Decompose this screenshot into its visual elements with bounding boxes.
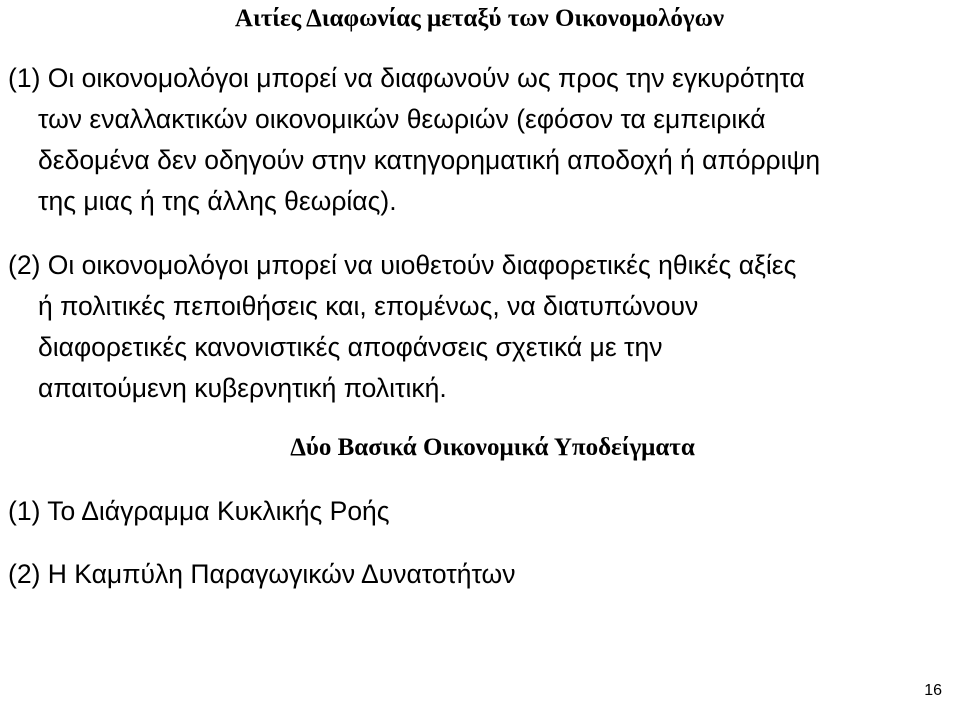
reason-1-line-3: δεδομένα δεν οδηγούν στην κατηγορηματική αποδοχή ή απόρριψη <box>38 145 821 175</box>
reason-2-line-3: διαφορετικές κανονιστικές αποφάνσεις σχετικά με την <box>38 332 663 362</box>
reason-2-line-4: απαιτούμενη κυβερνητική πολιτική. <box>38 373 447 403</box>
reason-2-number: (2) <box>8 250 41 280</box>
reason-1-number: (1) <box>8 63 41 93</box>
page-title: Αιτίες Διαφωνίας μεταξύ των Οικονομολόγων <box>234 5 725 32</box>
reason-1-line-2: των εναλλακτικών οικονομικών θεωριών (εφόσον τα εμπειρικά <box>38 104 766 134</box>
models-title: Δύο Βασικά Οικονομικά Υποδείγματα <box>290 434 695 461</box>
model-1-text: Το Διάγραμμα Κυκλικής Ροής <box>40 496 390 526</box>
reason-1-line-1 <box>8 63 805 93</box>
model-1 <box>8 496 390 526</box>
reason-2-line-1-text: Οι οικονομολόγοι μπορεί να υιοθετούν διαφορετικές ηθικές αξίες <box>40 250 797 280</box>
reason-2-line-1 <box>8 250 796 280</box>
reason-2-line-2: ή πολιτικές πεποιθήσεις και, επομένως, να διατυπώνουν <box>38 291 699 321</box>
reason-1-line-4: της μιας ή της άλλης θεωρίας). <box>38 186 397 216</box>
model-2-text: Η Καμπύλη Παραγωγικών Δυνατοτήτων <box>40 559 516 589</box>
model-2 <box>8 559 515 589</box>
reason-1-line-1-text: Οι οικονομολόγοι μπορεί να διαφωνούν ως προς την εγκυρότητα <box>40 63 805 93</box>
model-2-number: (2) <box>8 559 41 589</box>
page-number: 16 <box>924 682 942 699</box>
model-1-number: (1) <box>8 496 41 526</box>
